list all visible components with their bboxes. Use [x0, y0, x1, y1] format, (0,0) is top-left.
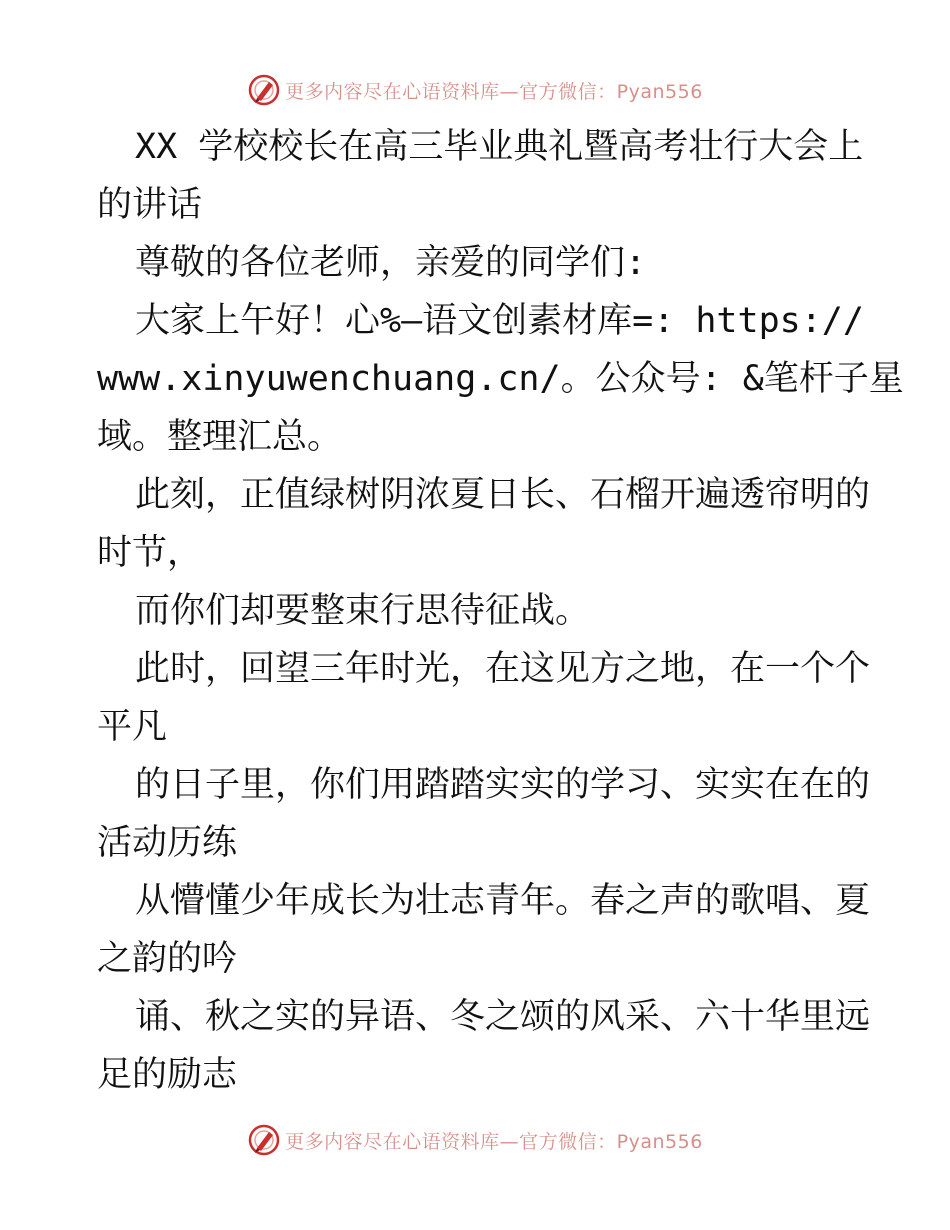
title-line-2: 的讲话	[97, 185, 203, 225]
footer-watermark-text: 更多内容尽在心语资料库—官方微信：Pyan556	[285, 1130, 703, 1153]
footer-watermark	[0, 1120, 950, 1160]
paragraph-line: 平凡	[97, 707, 168, 747]
pen-nib-circle-icon	[247, 73, 281, 107]
paragraph-line: 的日子里，你们用踏踏实实的学习、实实在在的	[135, 765, 871, 805]
paragraph-line: 活动历练	[97, 823, 238, 863]
header-watermark	[0, 70, 950, 110]
paragraph-line: 大家上午好！心%—语文创素材库=: https://	[135, 301, 864, 341]
header-watermark-text: 更多内容尽在心语资料库—官方微信：Pyan556	[285, 80, 703, 103]
paragraph-line: 域。整理汇总。	[97, 417, 343, 457]
pen-nib-circle-icon	[247, 1123, 281, 1157]
paragraph-line: 此刻，正值绿树阴浓夏日长、石榴开遍透帘明的	[135, 475, 871, 515]
paragraph-line: 之韵的吟	[97, 939, 238, 979]
paragraph-line: 从懵懂少年成长为壮志青年。春之声的歌唱、夏	[135, 881, 871, 921]
paragraph-line: www.xinyuwenchuang.cn/。公众号: &笔杆子星	[97, 359, 904, 399]
paragraph-line: 诵、秋之实的异语、冬之颂的风采、六十华里远	[135, 997, 871, 1037]
paragraph-line: 而你们却要整束行思待征战。	[135, 591, 591, 631]
document-body	[97, 118, 904, 1104]
paragraph-line: 此时，回望三年时光，在这见方之地，在一个个	[135, 649, 871, 689]
paragraph-line: 时节，	[97, 533, 203, 573]
paragraph-line: 足的励志	[97, 1055, 238, 1095]
paragraph-line: 尊敬的各位老师，亲爱的同学们:	[135, 243, 647, 283]
title-line-1: XX 学校校长在高三毕业典礼暨高考壮行大会上	[135, 127, 864, 167]
